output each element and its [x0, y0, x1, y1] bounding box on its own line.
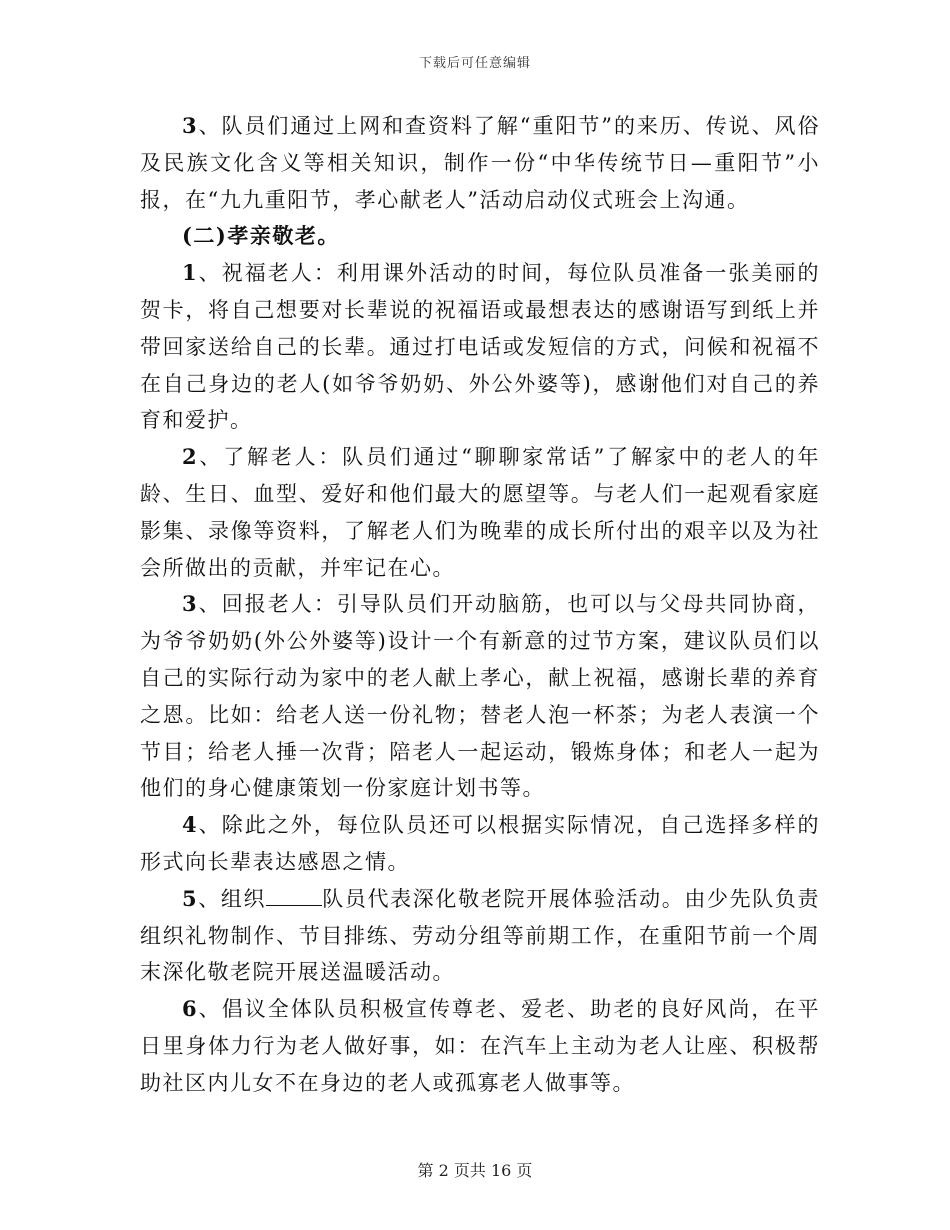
item-number: 5 — [182, 885, 199, 911]
paragraph-text: 、除此之外，每位队员还可以根据实际情况，自己选择多样的形式向长辈表达感恩之情。 — [140, 813, 820, 874]
page-header: 下载后可任意编辑 — [418, 56, 531, 71]
item-number: 1 — [182, 260, 199, 286]
section-heading: (二)孝亲敬老。 — [182, 223, 340, 249]
paragraph-item-4-other — [140, 807, 820, 881]
paragraph-item-2-understand — [140, 439, 820, 586]
item-number: 4 — [182, 812, 199, 838]
paragraph-text: 、祝福老人：利用课外活动的时间，每位队员准备一张美丽的贺卡，将自己想要对长辈说的祝福语或最想表达的感谢语写到纸上并带回家送给自己的长辈。通过打电话或发短信的方式，问候和祝福不在自己身边的老人(如爷爷奶奶、外公外婆等)，感谢他们对自己的养育和爱护。 — [140, 261, 820, 433]
item-number: 2 — [182, 444, 199, 470]
paragraph-item-3-research — [140, 108, 820, 218]
document-body — [140, 108, 820, 1102]
paragraph-text-after: 队员代表深化敬老院开展体验活动。由少先队负责组织礼物制作、节目排练、劳动分组等前期工作，在重阳节前一个周末深化敬老院开展送温暖活动。 — [140, 886, 821, 985]
page-footer: 第 2 页共 16 页 — [417, 1161, 533, 1180]
item-number: 3 — [182, 113, 199, 138]
paragraph-text: 、了解老人：队员们通过“聊聊家常话”了解家中的老人的年龄、生日、血型、爱好和他们最大的愿望等。与老人们一起观看家庭影集、录像等资料，了解老人们为晚辈的成长所付出的艰辛以及为社会所做出的贡献，并牢记在心。 — [140, 445, 820, 580]
paragraph-text-before: 、组织 — [198, 886, 267, 911]
paragraph-item-3-repay — [140, 586, 820, 807]
paragraph-text: 、队员们通过上网和查资料了解“重阳节”的来历、传说、风俗及民族文化含义等相关知识，制作一份“中华传统节日—重阳节”小报，在“九九重阳节，孝心献老人”活动启动仪式班会上沟通。 — [140, 114, 820, 212]
fill-in-blank — [266, 887, 322, 906]
item-number: 3 — [182, 591, 199, 617]
paragraph-item-1-bless — [140, 255, 820, 439]
paragraph-item-5-organize — [140, 881, 820, 991]
item-number: 6 — [182, 996, 199, 1022]
paragraph-text: 、倡议全体队员积极宣传尊老、爱老、助老的良好风尚，在平日里身体力行为老人做好事，如：在汽车上主动为老人让座、积极帮助社区内儿女不在身边的老人或孤寡老人做事等。 — [140, 997, 820, 1095]
paragraph-item-6-advocate — [140, 991, 820, 1101]
paragraph-text: 、回报老人：引导队员们开动脑筋，也可以与父母共同协商，为爷爷奶奶(外公外婆等)设计一个有新意的过节方案，建议队员们以自己的实际行动为家中的老人献上孝心，献上祝福，感谢长辈的养育之恩。比如：给老人送一份礼物；替老人泡一杯茶；为老人表演一个节目；给老人捶一次背；陪老人一起运动，锻炼身体；和老人一起为他们的身心健康策划一份家庭计划书等。 — [140, 592, 820, 801]
